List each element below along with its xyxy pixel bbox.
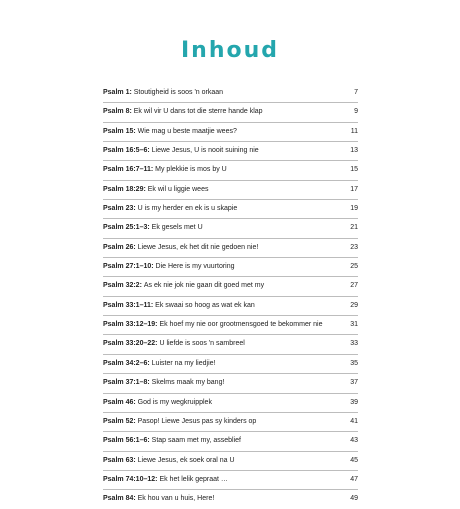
toc-entry-page-number: 15	[350, 166, 358, 174]
toc-entry	[103, 452, 358, 470]
toc-entry-label: Psalm 52: Pasop! Liewe Jesus pas sy kinders op	[103, 417, 257, 425]
toc-entry-label: Psalm 1: Stoutigheid is soos 'n orkaan	[103, 89, 224, 96]
toc-entry	[103, 490, 358, 508]
toc-entry-reference: Psalm 63	[103, 456, 134, 464]
toc-entry-label: Psalm 8: Ek wil vir U dans tot die sterre hande klap	[103, 108, 263, 116]
toc-entry-title: Ek swaai so hoog as wat ek kan	[155, 301, 255, 309]
toc-entry-label: Psalm 23: U is my herder en ek is u skapie	[103, 205, 238, 213]
toc-entry-page-number: 33	[350, 340, 358, 348]
toc-entry	[103, 181, 358, 199]
page-title: Inhoud	[180, 38, 280, 63]
toc-entry-label: Psalm 33:12–19: Ek hoef my nie oor grootmensgoed te bekommer nie	[103, 321, 323, 329]
toc-entry	[103, 297, 358, 315]
toc-entry-label: Psalm 32:2: As ek nie jok nie gaan dit goed met my	[103, 282, 265, 290]
toc-entry-reference: Psalm 15	[103, 127, 134, 135]
toc-entry	[103, 123, 358, 141]
toc-entry-label: Psalm 18:29: Ek wil u liggie wees	[103, 185, 209, 193]
toc-entry-reference: Psalm 23	[103, 205, 134, 213]
toc-entry-page-number: 45	[350, 456, 358, 464]
toc-entry	[103, 335, 358, 353]
toc-entry-page-number: 23	[350, 243, 358, 251]
toc-entry	[103, 316, 358, 334]
toc-entry-title: U is my herder en ek is u skapie	[137, 205, 238, 213]
toc-entry-title: Skelms maak my bang!	[151, 379, 225, 387]
toc-entry-page-number: 31	[350, 321, 358, 329]
toc-entry-label: Psalm 15: Wie mag u beste maatjie wees?	[103, 127, 237, 135]
toc-entry-title: Pasop! Liewe Jesus pas sy kinders op	[137, 417, 257, 425]
toc-entry-reference: Psalm 33:12–19	[103, 321, 156, 329]
toc-entry-page-number: 7	[354, 89, 358, 96]
toc-entry-label: Psalm 26: Liewe Jesus, ek het dit nie gedoen nie!	[103, 243, 259, 251]
toc-entry-page-number: 41	[350, 417, 358, 425]
toc-entry-reference: Psalm 34:2–6	[103, 359, 148, 367]
toc-entry-page-number: 49	[350, 495, 358, 503]
toc-entry-title: Wie mag u beste maatjie wees?	[137, 127, 237, 135]
toc-entry-reference: Psalm 33:20–22	[103, 340, 156, 348]
toc-entry-page-number: 43	[350, 437, 358, 445]
toc-entry-title: Ek hoef my nie oor grootmensgoed te bekommer nie	[159, 321, 323, 329]
toc-entry-title: Luister na my liedjie!	[151, 359, 216, 367]
toc-entry-reference: Psalm 16:7–11	[103, 166, 151, 174]
toc-entry-reference: Psalm 18:29	[103, 185, 144, 193]
toc-entry-title: Die Here is my vuurtoring	[155, 263, 235, 271]
toc-entry	[103, 84, 358, 102]
toc-entry-title: God is my wegkruipplek	[137, 398, 212, 406]
toc-entry-page-number: 39	[350, 398, 358, 406]
toc-entry-label: Psalm 63: Liewe Jesus, ek soek oral na U	[103, 456, 235, 464]
toc-entry-label: Psalm 27:1–10: Die Here is my vuurtoring	[103, 263, 235, 271]
toc-entry-reference: Psalm 8	[103, 108, 130, 116]
toc-entry-label: Psalm 74:10–12: Ek het lelik gepraat …	[103, 475, 228, 483]
toc-entry-title: Liewe Jesus, ek soek oral na U	[137, 456, 235, 464]
toc-entry	[103, 394, 358, 412]
toc-entry-label: Psalm 16:5–6: Liewe Jesus, U is nooit suining nie	[103, 147, 259, 155]
toc-entry-page-number: 9	[354, 108, 358, 116]
toc-entry-title: Liewe Jesus, U is nooit suining nie	[151, 147, 259, 155]
toc-entry	[103, 239, 358, 257]
toc-entry-reference: Psalm 1	[103, 89, 130, 96]
toc-entry-page-number: 21	[350, 224, 358, 232]
toc-entry-label: Psalm 84: Ek hou van u huis, Here!	[103, 495, 215, 503]
toc-entry-reference: Psalm 26	[103, 243, 134, 251]
toc-entry-title: As ek nie jok nie gaan dit goed met my	[143, 282, 265, 290]
toc-entry-title: Stoutigheid is soos 'n orkaan	[133, 89, 224, 96]
toc-entry-title: Ek hou van u huis, Here!	[137, 495, 215, 503]
table-of-contents	[103, 84, 358, 509]
toc-entry-reference: Psalm 52	[103, 417, 134, 425]
toc-entry-title: Stap saam met my, asseblief	[151, 437, 242, 445]
toc-entry	[103, 219, 358, 237]
toc-entry-page-number: 25	[350, 263, 358, 271]
toc-entry-reference: Psalm 84	[103, 495, 134, 503]
toc-entry	[103, 142, 358, 160]
toc-entry-label: Psalm 25:1–3: Ek gesels met U	[103, 224, 203, 232]
toc-entry-title: Ek het lelik gepraat …	[159, 475, 228, 483]
toc-entry-label: Psalm 16:7–11: My plekkie is mos by U	[103, 166, 227, 174]
toc-entry-reference: Psalm 16:5–6	[103, 147, 148, 155]
toc-entry-title: Liewe Jesus, ek het dit nie gedoen nie!	[137, 243, 259, 251]
toc-entry-page-number: 35	[350, 359, 358, 367]
toc-entry	[103, 374, 358, 392]
toc-entry	[103, 413, 358, 431]
toc-entry-title: Ek gesels met U	[151, 224, 203, 232]
toc-entry-reference: Psalm 56:1–6	[103, 437, 148, 445]
toc-entry	[103, 161, 358, 179]
toc-entry-reference: Psalm 37:1–8	[103, 379, 148, 387]
toc-entry-label: Psalm 34:2–6: Luister na my liedjie!	[103, 359, 216, 367]
toc-entry-page-number: 47	[350, 475, 358, 483]
toc-entry-label: Psalm 56:1–6: Stap saam met my, asseblief	[103, 437, 242, 445]
toc-entry-reference: Psalm 27:1–10	[103, 263, 152, 271]
toc-entry-label: Psalm 33:20–22: U liefde is soos 'n sambreel	[103, 340, 245, 348]
toc-entry-title: Ek wil u liggie wees	[147, 185, 209, 193]
toc-entry-page-number: 27	[350, 282, 358, 290]
toc-entry-title: My plekkie is mos by U	[155, 166, 227, 174]
toc-entry	[103, 432, 358, 450]
toc-entry-title: Ek wil vir U dans tot die sterre hande klap	[133, 108, 263, 116]
toc-entry	[103, 471, 358, 489]
toc-entry-page-number: 19	[350, 205, 358, 213]
toc-entry-page-number: 17	[350, 185, 358, 193]
toc-entry-reference: Psalm 74:10–12	[103, 475, 156, 483]
toc-entry-reference: Psalm 25:1–3	[103, 224, 148, 232]
toc-entry-label: Psalm 46: God is my wegkruipplek	[103, 398, 212, 406]
toc-entry	[103, 277, 358, 295]
toc-entry-reference: Psalm 46	[103, 398, 134, 406]
toc-entry	[103, 200, 358, 218]
toc-entry	[103, 355, 358, 373]
toc-entry	[103, 258, 358, 276]
toc-entry-title: U liefde is soos 'n sambreel	[159, 340, 245, 348]
toc-entry-reference: Psalm 32:2	[103, 282, 140, 290]
toc-entry-page-number: 11	[350, 127, 358, 135]
toc-entry-page-number: 13	[350, 147, 358, 155]
toc-entry-label: Psalm 37:1–8: Skelms maak my bang!	[103, 379, 225, 387]
toc-entry-label: Psalm 33:1–11: Ek swaai so hoog as wat ek kan	[103, 301, 255, 309]
toc-entry-page-number: 37	[350, 379, 358, 387]
toc-entry	[103, 103, 358, 121]
toc-entry-page-number: 29	[350, 301, 358, 309]
toc-entry-reference: Psalm 33:1–11	[103, 301, 151, 309]
